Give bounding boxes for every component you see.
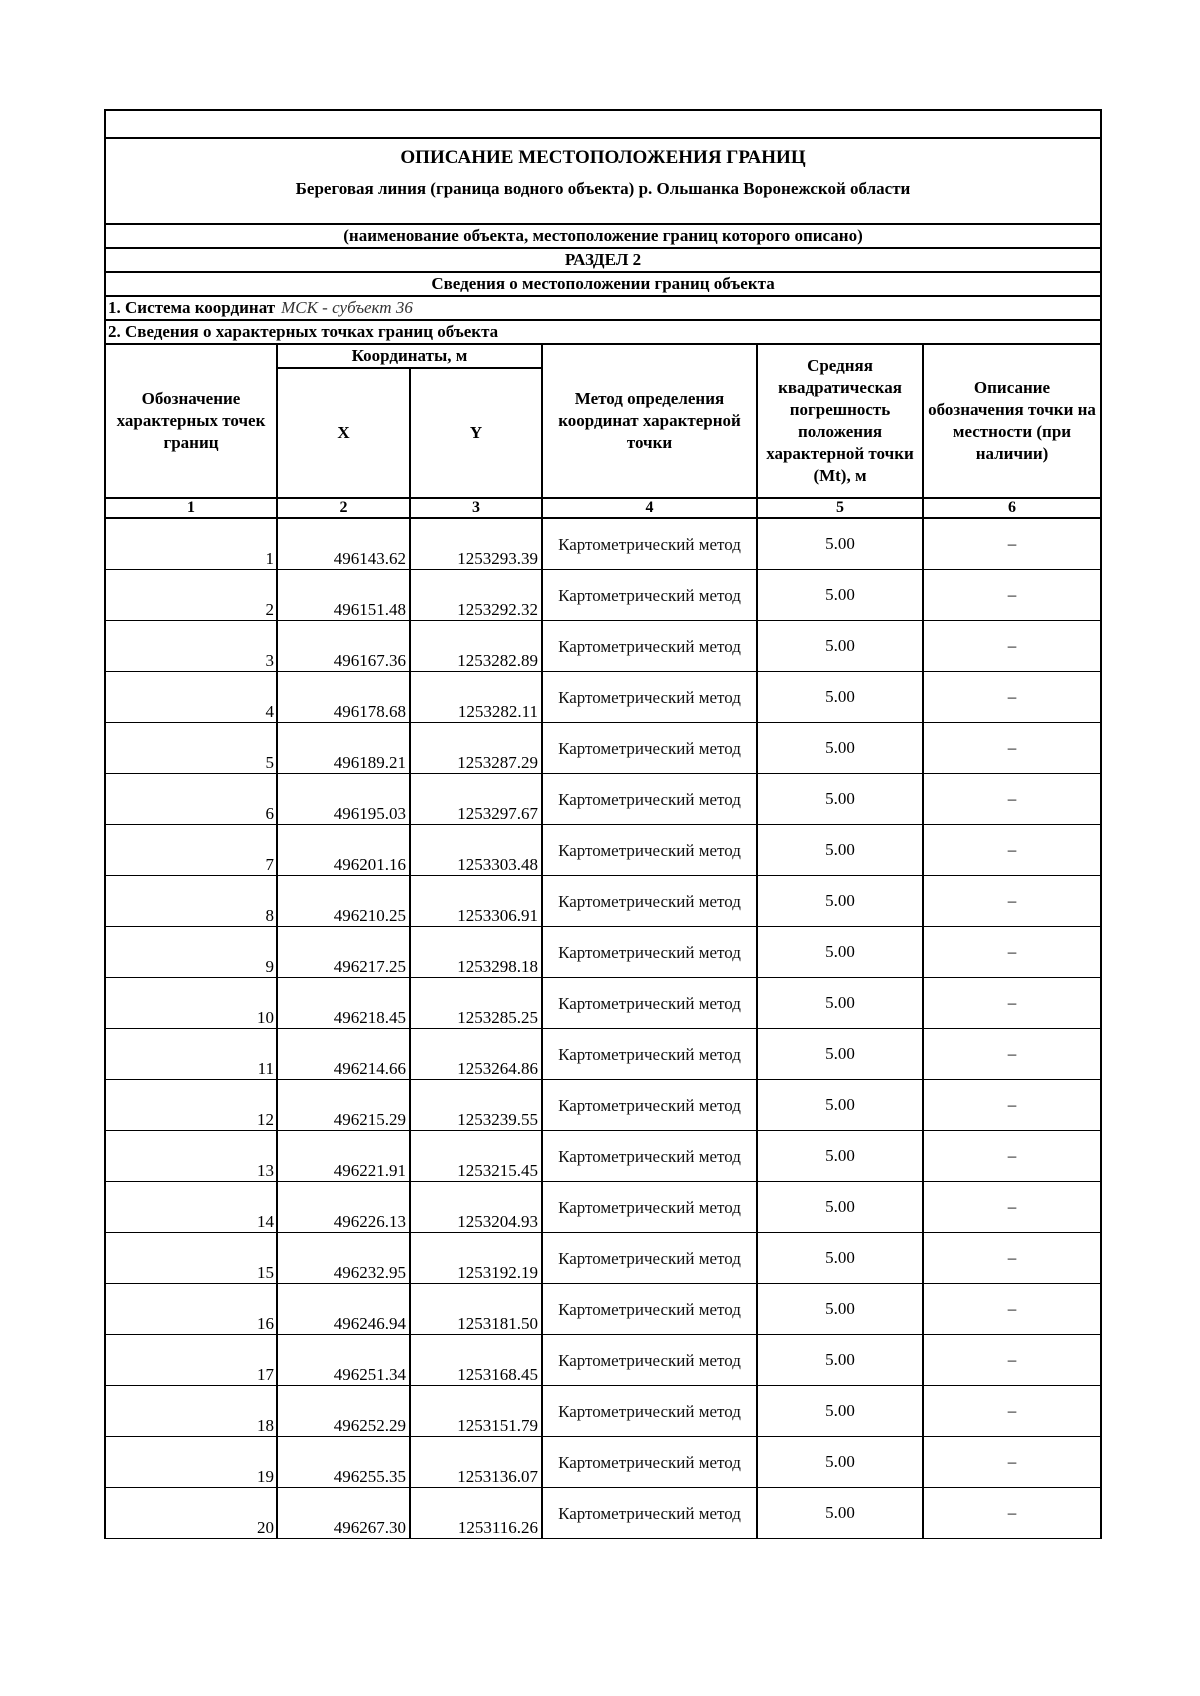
point-number: 11 bbox=[105, 1029, 277, 1080]
coord-x: 496151.48 bbox=[277, 570, 410, 621]
blank-top-row bbox=[105, 110, 1101, 138]
coord-x: 496251.34 bbox=[277, 1335, 410, 1386]
table-row bbox=[105, 1080, 1101, 1131]
col-point-header: Обозначение характерных точек границ bbox=[105, 344, 277, 498]
points-label-row bbox=[105, 320, 1101, 344]
point-description: – bbox=[923, 570, 1101, 621]
object-caption-row bbox=[105, 224, 1101, 248]
mt-value: 5.00 bbox=[757, 1386, 923, 1437]
point-number: 5 bbox=[105, 723, 277, 774]
coord-y: 1253282.89 bbox=[410, 621, 542, 672]
table-row bbox=[105, 570, 1101, 621]
coord-x: 496255.35 bbox=[277, 1437, 410, 1488]
mt-value: 5.00 bbox=[757, 723, 923, 774]
table-row bbox=[105, 1437, 1101, 1488]
method: Картометрический метод bbox=[542, 1284, 757, 1335]
table-row bbox=[105, 1386, 1101, 1437]
mt-value: 5.00 bbox=[757, 1131, 923, 1182]
coord-y: 1253136.07 bbox=[410, 1437, 542, 1488]
point-number: 15 bbox=[105, 1233, 277, 1284]
point-description: – bbox=[923, 978, 1101, 1029]
mt-value: 5.00 bbox=[757, 1488, 923, 1539]
table-row bbox=[105, 1488, 1101, 1539]
table-row bbox=[105, 1335, 1101, 1386]
method: Картометрический метод bbox=[542, 1386, 757, 1437]
mt-value: 5.00 bbox=[757, 876, 923, 927]
col-number: 6 bbox=[923, 498, 1101, 518]
point-description: – bbox=[923, 876, 1101, 927]
method: Картометрический метод bbox=[542, 1437, 757, 1488]
coord-y: 1253151.79 bbox=[410, 1386, 542, 1437]
point-number: 4 bbox=[105, 672, 277, 723]
point-description: – bbox=[923, 1284, 1101, 1335]
col-x-header: X bbox=[277, 368, 410, 498]
method: Картометрический метод bbox=[542, 876, 757, 927]
object-name-row bbox=[105, 177, 1101, 224]
mt-value: 5.00 bbox=[757, 1029, 923, 1080]
coord-x: 496217.25 bbox=[277, 927, 410, 978]
section-row bbox=[105, 248, 1101, 272]
mt-value: 5.00 bbox=[757, 978, 923, 1029]
coord-x: 496267.30 bbox=[277, 1488, 410, 1539]
table-row bbox=[105, 927, 1101, 978]
col-method-header: Метод определения координат характерной точки bbox=[542, 344, 757, 498]
title-row bbox=[105, 138, 1101, 177]
coord-y: 1253293.39 bbox=[410, 518, 542, 570]
boundary-description-document bbox=[104, 109, 1100, 1539]
point-description: – bbox=[923, 1131, 1101, 1182]
method: Картометрический метод bbox=[542, 672, 757, 723]
coord-y: 1253204.93 bbox=[410, 1182, 542, 1233]
method: Картометрический метод bbox=[542, 723, 757, 774]
point-description: – bbox=[923, 1488, 1101, 1539]
method: Картометрический метод bbox=[542, 1029, 757, 1080]
point-description: – bbox=[923, 927, 1101, 978]
coord-y: 1253116.26 bbox=[410, 1488, 542, 1539]
point-number: 2 bbox=[105, 570, 277, 621]
table-row bbox=[105, 672, 1101, 723]
coord-x: 496214.66 bbox=[277, 1029, 410, 1080]
coord-y: 1253239.55 bbox=[410, 1080, 542, 1131]
table-row bbox=[105, 1233, 1101, 1284]
mt-value: 5.00 bbox=[757, 570, 923, 621]
coord-x: 496226.13 bbox=[277, 1182, 410, 1233]
point-number: 18 bbox=[105, 1386, 277, 1437]
col-number: 2 bbox=[277, 498, 410, 518]
method: Картометрический метод bbox=[542, 570, 757, 621]
point-description: – bbox=[923, 1029, 1101, 1080]
point-number: 16 bbox=[105, 1284, 277, 1335]
object-name: Береговая линия (граница водного объекта) р. Ольшанка Воронежской области bbox=[105, 177, 1101, 224]
mt-value: 5.00 bbox=[757, 1335, 923, 1386]
coord-x: 496215.29 bbox=[277, 1080, 410, 1131]
coord-x: 496221.91 bbox=[277, 1131, 410, 1182]
mt-value: 5.00 bbox=[757, 825, 923, 876]
table-row bbox=[105, 518, 1101, 570]
point-number: 19 bbox=[105, 1437, 277, 1488]
coord-y: 1253192.19 bbox=[410, 1233, 542, 1284]
col-number: 5 bbox=[757, 498, 923, 518]
coord-system-label: 1. Система координат bbox=[108, 298, 276, 317]
method: Картометрический метод bbox=[542, 1335, 757, 1386]
coord-x: 496167.36 bbox=[277, 621, 410, 672]
mt-value: 5.00 bbox=[757, 1233, 923, 1284]
coord-y: 1253168.45 bbox=[410, 1335, 542, 1386]
point-description: – bbox=[923, 621, 1101, 672]
coord-x: 496178.68 bbox=[277, 672, 410, 723]
method: Картометрический метод bbox=[542, 621, 757, 672]
coord-x: 496210.25 bbox=[277, 876, 410, 927]
column-header-row-1 bbox=[105, 344, 1101, 368]
coord-y: 1253297.67 bbox=[410, 774, 542, 825]
mt-value: 5.00 bbox=[757, 774, 923, 825]
coord-system-row bbox=[105, 296, 1101, 320]
section-title-row bbox=[105, 272, 1101, 296]
point-description: – bbox=[923, 1437, 1101, 1488]
mt-value: 5.00 bbox=[757, 927, 923, 978]
col-number: 1 bbox=[105, 498, 277, 518]
col-y-header: Y bbox=[410, 368, 542, 498]
method: Картометрический метод bbox=[542, 1233, 757, 1284]
point-description: – bbox=[923, 723, 1101, 774]
coord-y: 1253215.45 bbox=[410, 1131, 542, 1182]
point-description: – bbox=[923, 1335, 1101, 1386]
point-description: – bbox=[923, 774, 1101, 825]
column-number-row bbox=[105, 498, 1101, 518]
table-row bbox=[105, 774, 1101, 825]
point-number: 10 bbox=[105, 978, 277, 1029]
point-number: 1 bbox=[105, 518, 277, 570]
mt-value: 5.00 bbox=[757, 1284, 923, 1335]
points-label: 2. Сведения о характерных точках границ объекта bbox=[105, 320, 1101, 344]
coord-y: 1253264.86 bbox=[410, 1029, 542, 1080]
coord-y: 1253287.29 bbox=[410, 723, 542, 774]
point-description: – bbox=[923, 1182, 1101, 1233]
method: Картометрический метод bbox=[542, 1131, 757, 1182]
method: Картометрический метод bbox=[542, 927, 757, 978]
mt-value: 5.00 bbox=[757, 1182, 923, 1233]
point-description: – bbox=[923, 1386, 1101, 1437]
point-number: 13 bbox=[105, 1131, 277, 1182]
point-number: 7 bbox=[105, 825, 277, 876]
coord-x: 496143.62 bbox=[277, 518, 410, 570]
coord-x: 496232.95 bbox=[277, 1233, 410, 1284]
coord-y: 1253292.32 bbox=[410, 570, 542, 621]
point-number: 17 bbox=[105, 1335, 277, 1386]
coord-x: 496252.29 bbox=[277, 1386, 410, 1437]
object-caption: (наименование объекта, местоположение границ которого описано) bbox=[105, 224, 1101, 248]
point-number: 9 bbox=[105, 927, 277, 978]
mt-value: 5.00 bbox=[757, 1437, 923, 1488]
coord-y: 1253303.48 bbox=[410, 825, 542, 876]
col-mt-header: Средняя квадратическая погрешность положения характерной точки (Mt), м bbox=[757, 344, 923, 498]
coord-y: 1253282.11 bbox=[410, 672, 542, 723]
section-number: РАЗДЕЛ 2 bbox=[105, 248, 1101, 272]
method: Картометрический метод bbox=[542, 978, 757, 1029]
table-row bbox=[105, 1131, 1101, 1182]
col-coords-header: Координаты, м bbox=[277, 344, 542, 368]
table-row bbox=[105, 1284, 1101, 1335]
coord-x: 496189.21 bbox=[277, 723, 410, 774]
mt-value: 5.00 bbox=[757, 621, 923, 672]
method: Картометрический метод bbox=[542, 1080, 757, 1131]
point-description: – bbox=[923, 825, 1101, 876]
coord-system bbox=[105, 296, 1101, 320]
coord-x: 496195.03 bbox=[277, 774, 410, 825]
col-desc-header: Описание обозначения точки на местности (при наличии) bbox=[923, 344, 1101, 498]
table-row bbox=[105, 1029, 1101, 1080]
coord-x: 496218.45 bbox=[277, 978, 410, 1029]
point-number: 6 bbox=[105, 774, 277, 825]
coord-system-value: МСК - субъект 36 bbox=[281, 298, 413, 317]
table-row bbox=[105, 876, 1101, 927]
method: Картометрический метод bbox=[542, 518, 757, 570]
coord-y: 1253306.91 bbox=[410, 876, 542, 927]
coord-y: 1253181.50 bbox=[410, 1284, 542, 1335]
point-description: – bbox=[923, 1080, 1101, 1131]
point-description: – bbox=[923, 1233, 1101, 1284]
coord-y: 1253285.25 bbox=[410, 978, 542, 1029]
method: Картометрический метод bbox=[542, 774, 757, 825]
coord-x: 496201.16 bbox=[277, 825, 410, 876]
method: Картометрический метод bbox=[542, 825, 757, 876]
document-title: ОПИСАНИЕ МЕСТОПОЛОЖЕНИЯ ГРАНИЦ bbox=[105, 138, 1101, 177]
point-number: 20 bbox=[105, 1488, 277, 1539]
point-number: 14 bbox=[105, 1182, 277, 1233]
table-row bbox=[105, 723, 1101, 774]
mt-value: 5.00 bbox=[757, 518, 923, 570]
method: Картометрический метод bbox=[542, 1182, 757, 1233]
point-number: 8 bbox=[105, 876, 277, 927]
section-title: Сведения о местоположении границ объекта bbox=[105, 272, 1101, 296]
table-row bbox=[105, 1182, 1101, 1233]
point-number: 12 bbox=[105, 1080, 277, 1131]
point-description: – bbox=[923, 518, 1101, 570]
coord-x: 496246.94 bbox=[277, 1284, 410, 1335]
method: Картометрический метод bbox=[542, 1488, 757, 1539]
point-number: 3 bbox=[105, 621, 277, 672]
mt-value: 5.00 bbox=[757, 1080, 923, 1131]
table-row bbox=[105, 978, 1101, 1029]
point-description: – bbox=[923, 672, 1101, 723]
coord-y: 1253298.18 bbox=[410, 927, 542, 978]
boundary-table bbox=[104, 109, 1102, 1539]
mt-value: 5.00 bbox=[757, 672, 923, 723]
col-number: 4 bbox=[542, 498, 757, 518]
table-row bbox=[105, 825, 1101, 876]
table-row bbox=[105, 621, 1101, 672]
col-number: 3 bbox=[410, 498, 542, 518]
